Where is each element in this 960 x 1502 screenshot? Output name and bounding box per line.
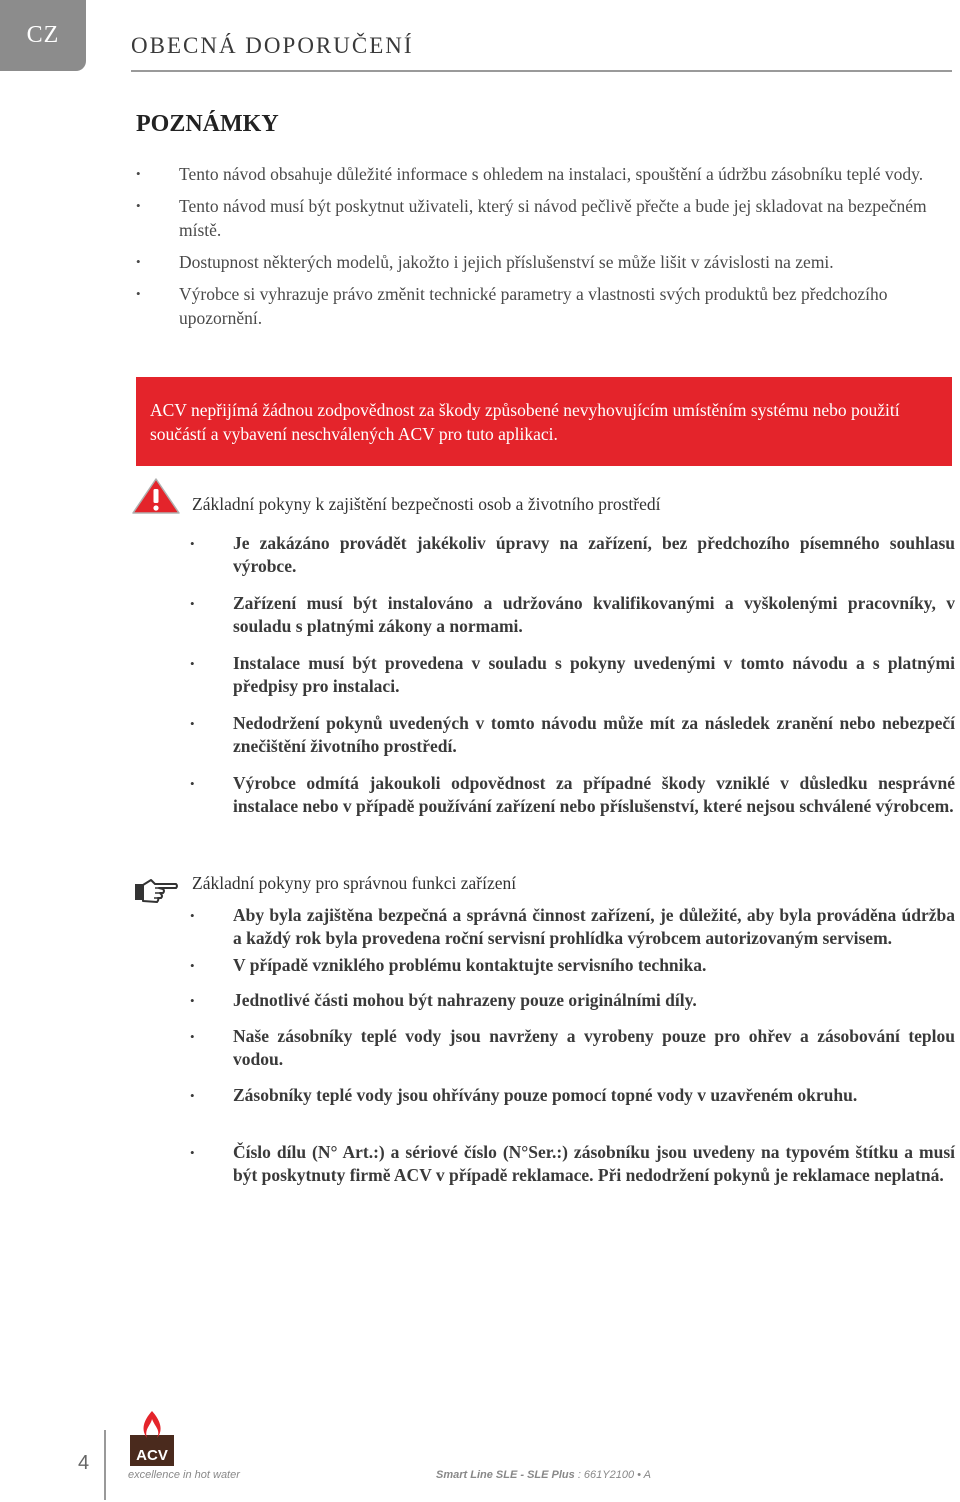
title-divider <box>131 70 952 72</box>
function-list <box>190 904 955 1187</box>
document-code: : 661Y2100 • A <box>574 1469 651 1481</box>
safety-item: • Nedodržení pokynů uvedených v tomto návodu může mít za následek zranění nebo nebezpečí znečištění životního prostředí. <box>190 712 955 758</box>
notes-heading: POZNÁMKY <box>136 111 279 137</box>
tagline: excellence in hot water <box>128 1469 240 1481</box>
notes-item: • Tento návod musí být poskytnut uživateli, který si návod pečlivě přečte a bude jej skladovat na bezpečném místě. <box>136 194 952 242</box>
liability-warning-text: ACV nepřijímá žádnou zodpovědnost za škody způsobené nevyhovujícím umístěním systému nebo použití součástí a vybavení neschválených ACV pro tuto aplikaci. <box>150 400 900 444</box>
safety-item: • Zařízení musí být instalováno a udržováno kvalifikovanými a vyškolenými pracovníky, v souladu s platnými zákony a normami. <box>190 592 955 638</box>
function-item: • Jednotlivé části mohou být nahrazeny pouze originálními díly. <box>190 989 955 1012</box>
product-name: Smart Line SLE - SLE Plus <box>436 1469 575 1481</box>
safety-title: Základní pokyny k zajištění bezpečnosti osob a životního prostředí <box>192 494 661 514</box>
notes-list <box>136 162 952 338</box>
page-number: 4 <box>78 1452 90 1474</box>
section-title: OBECNÁ DOPORUČENÍ <box>131 33 414 58</box>
function-title: Základní pokyny pro správnou funkci zařízení <box>192 873 517 893</box>
footer-divider <box>104 1430 106 1500</box>
function-item: • Aby byla zajištěna bezpečná a správná činnost zařízení, je důležité, aby byla prováděna údržba a každý rok byla provedena roční servisní prohlídka výrobcem autorizovaným servisem. <box>190 904 955 950</box>
function-item: • V případě vzniklého problému kontaktujte servisního technika. <box>190 954 955 977</box>
safety-item: • Instalace musí být provedena v souladu s pokyny uvedenými v tomto návodu a s platnými předpisy pro instalaci. <box>190 652 955 698</box>
pointing-hand-icon <box>133 876 179 904</box>
notes-item: • Výrobce si vyhrazuje právo změnit technické parametry a vlastnosti svých produktů bez předchozího upozornění. <box>136 282 952 330</box>
language-tab: CZ <box>0 0 86 71</box>
logo-text: ACV <box>136 1447 168 1464</box>
notes-item: • Dostupnost některých modelů, jakožto i jejich příslušenství se může lišit v závislosti na zemi. <box>136 250 952 274</box>
function-item: • Zásobníky teplé vody jsou ohřívány pouze pomocí topné vody v uzavřeném okruhu. <box>190 1084 955 1107</box>
function-item: • Naše zásobníky teplé vody jsou navrženy a vyrobeny pouze pro ohřev a zásobování teplou vodou. <box>190 1025 955 1071</box>
safety-item: • Je zakázáno provádět jakékoliv úpravy na zařízení, bez předchozího písemného souhlasu výrobce. <box>190 532 955 578</box>
safety-item: • Výrobce odmítá jakoukoli odpovědnost za případné škody vzniklé v důsledku nesprávné instalace nebo v případě používání zařízení nebo příslušenství, které nejsou schválené výrobcem. <box>190 772 955 818</box>
function-item: • Číslo dílu (N° Art.:) a sériové číslo (N°Ser.:) zásobníku jsou uvedeny na typovém štítku a musí být poskytnuty firmě ACV v případě reklamace. Při nedodržení pokynů je reklamace neplatná. <box>190 1141 955 1187</box>
liability-warning-box <box>136 377 952 466</box>
document-reference <box>436 1469 651 1481</box>
warning-triangle-icon <box>131 477 181 515</box>
notes-item: • Tento návod obsahuje důležité informace s ohledem na instalaci, spouštění a údržbu zásobníku teplé vody. <box>136 162 952 186</box>
acv-logo <box>127 1408 177 1468</box>
safety-list <box>190 532 955 832</box>
